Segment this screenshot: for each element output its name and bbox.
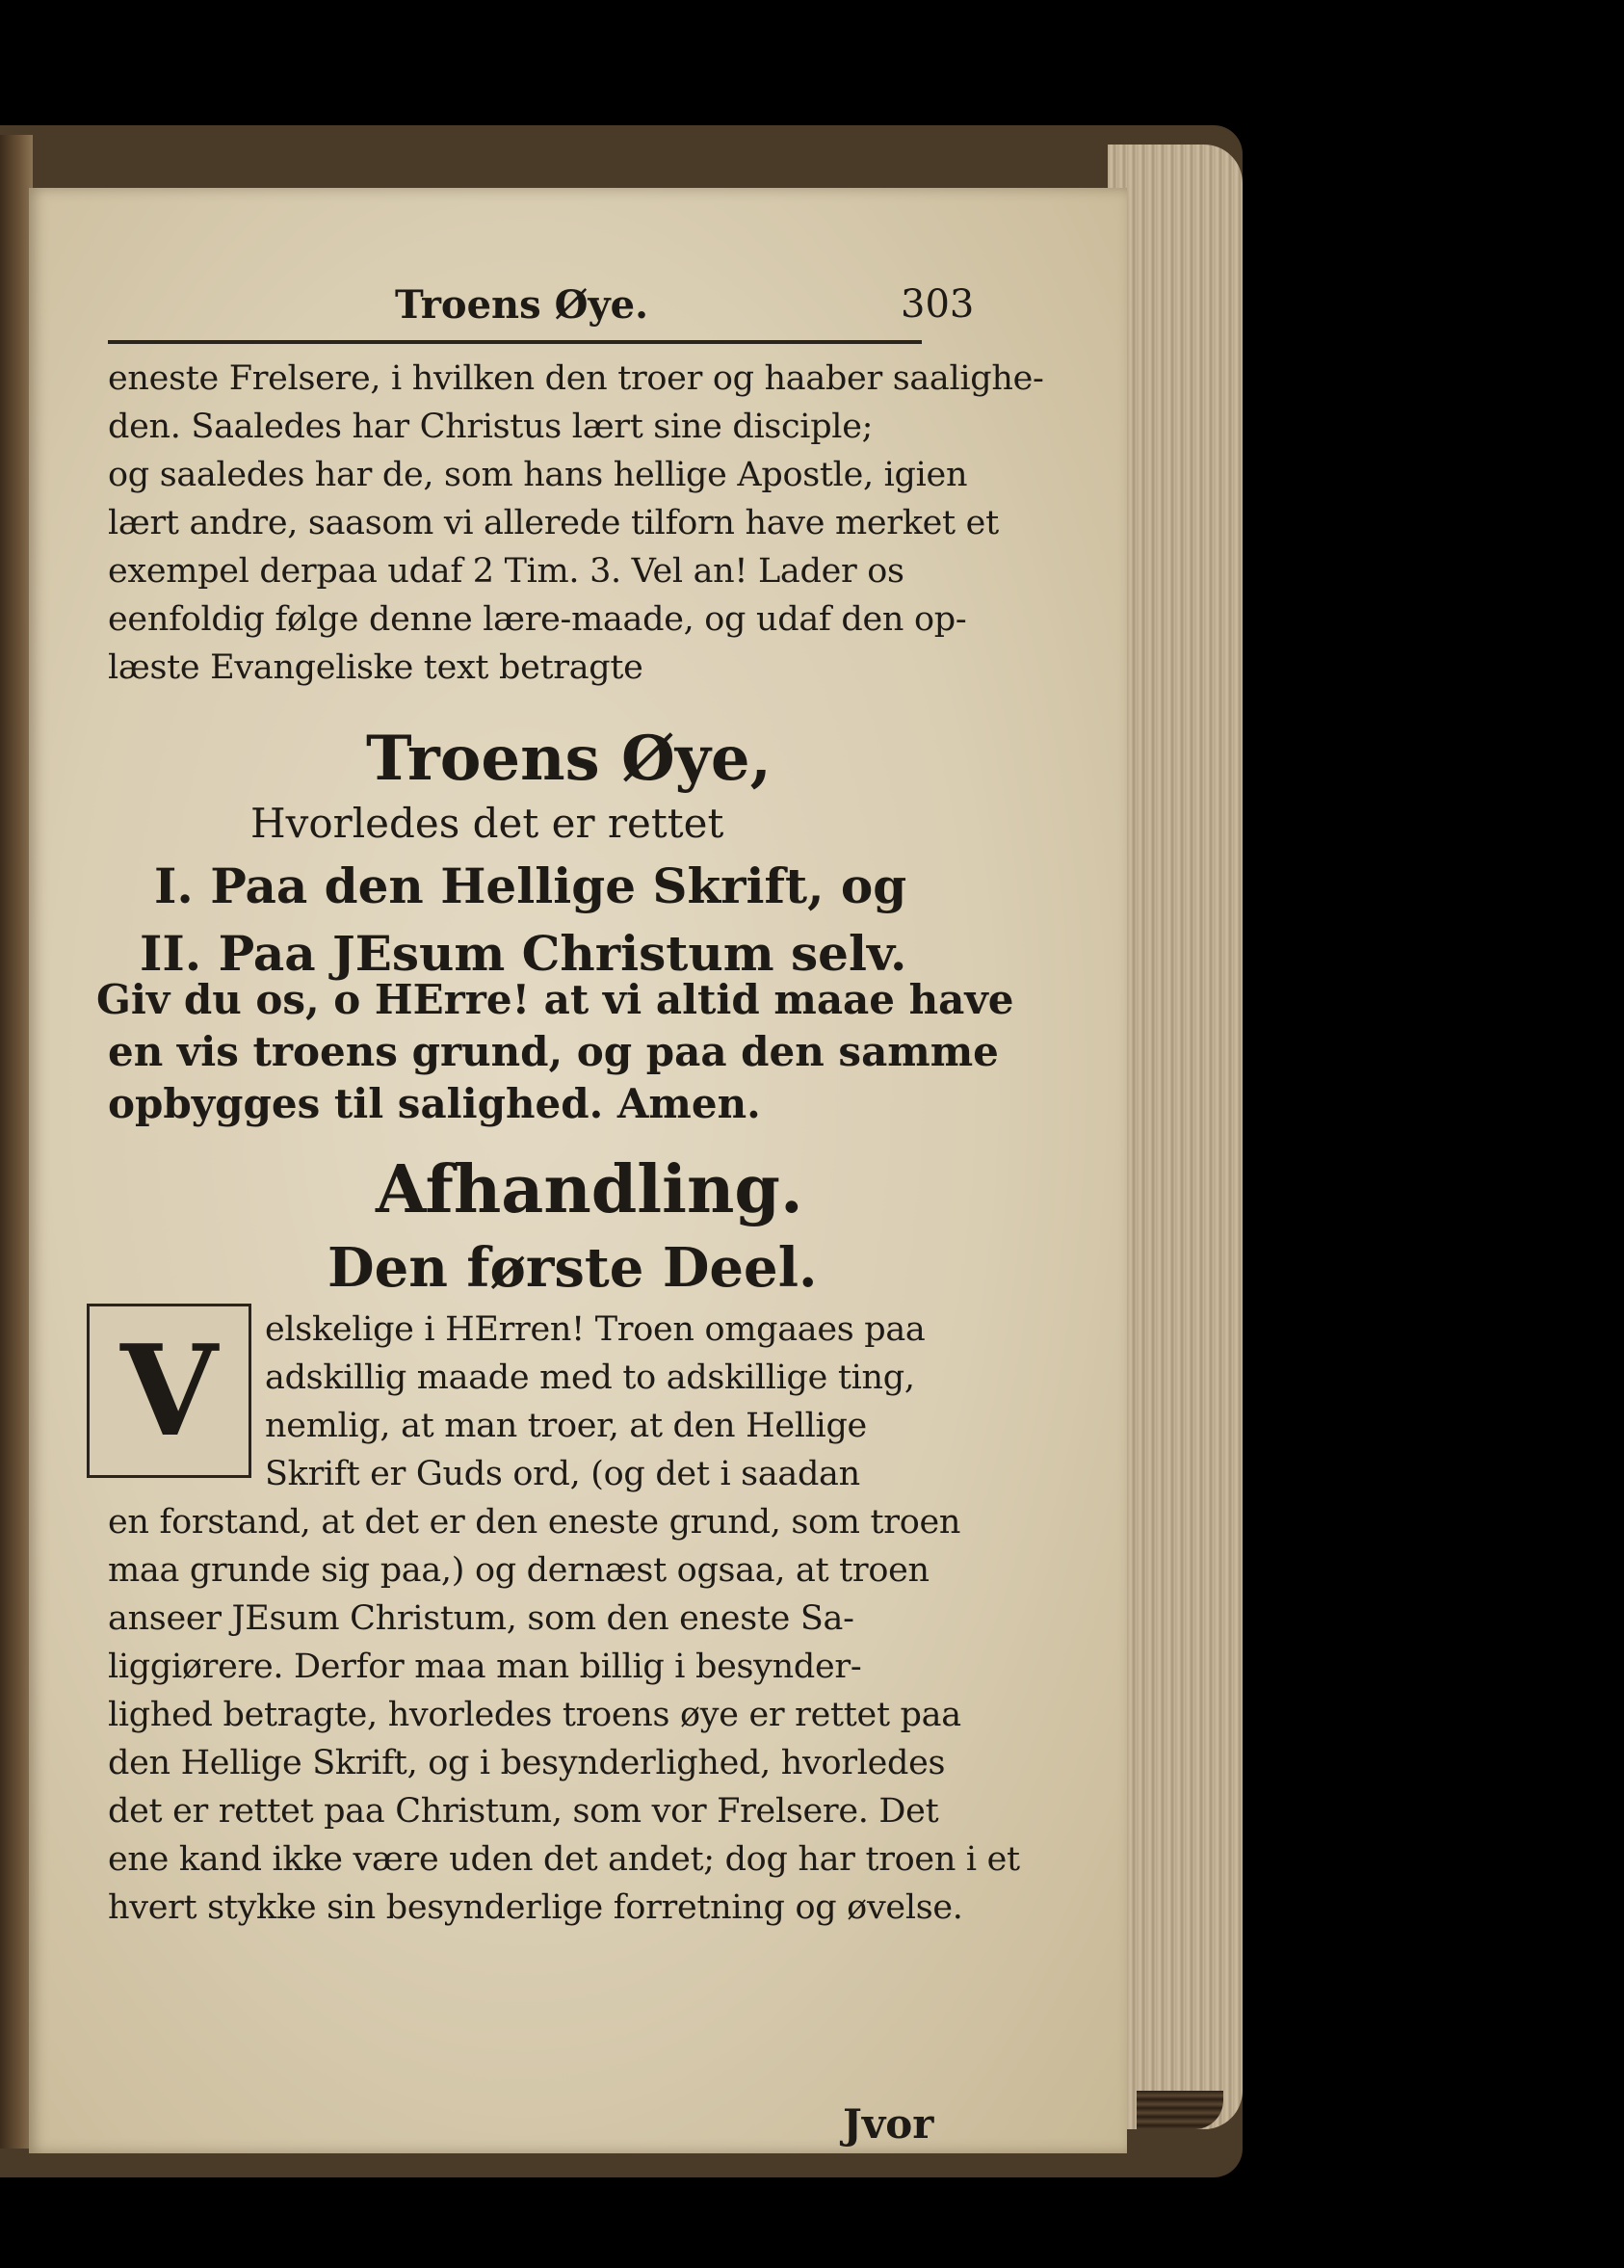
body-line: lært andre, saasom vi allerede tilforn have merket et [108, 504, 999, 542]
body-line: maa grunde sig paa,) og dernæst ogsaa, at troen [108, 1551, 930, 1590]
point-two: II. Paa JEsum Christum selv. [140, 925, 907, 982]
page-stack [1108, 145, 1243, 2129]
body-line: eneste Frelsere, i hvilken den troer og haaber saalighe- [108, 359, 1044, 398]
body-line: exempel derpaa udaf 2 Tim. 3. Vel an! Lader os [108, 552, 904, 591]
left-page-edge [0, 135, 33, 2149]
body-line: Skrift er Guds ord, (og det i saadan [265, 1455, 860, 1493]
body-line: den Hellige Skrift, og i besynderlighed, hvorledes [108, 1744, 946, 1782]
body-line: en forstand, at det er den eneste grund, som troen [108, 1503, 961, 1542]
body-line: og saaledes har de, som hans hellige Apostle, igien [108, 456, 968, 494]
section-title: Troens Øye, [366, 723, 772, 795]
header-rule [108, 340, 922, 344]
body-line: adskillig maade med to adskillige ting, [265, 1358, 915, 1397]
body-line: det er rettet paa Christum, som vor Frelsere. Det [108, 1792, 939, 1831]
body-line: liggiørere. Derfor maa man billig i besynder- [108, 1648, 862, 1686]
body-line: eenfoldig følge denne lære-maade, og udaf den op- [108, 600, 967, 639]
body-line: anseer JEsum Christum, som den eneste Sa- [108, 1599, 854, 1638]
page-stack-bottom [1137, 2091, 1223, 2129]
body-line: læste Evangeliske text betragte [108, 648, 643, 687]
body-line: ene kand ikke være uden det andet; dog har troen i et [108, 1840, 1020, 1879]
running-header: Troens Øye. [395, 282, 649, 328]
section-subtitle: Hvorledes det er rettet [250, 800, 724, 847]
prayer-line: en vis troens grund, og paa den samme [108, 1028, 999, 1075]
catchword: Jvor [843, 2100, 934, 2148]
prayer-line: opbygges til salighed. Amen. [108, 1080, 761, 1127]
page-number: 303 [901, 282, 975, 327]
body-line: elskelige i HErren! Troen omgaaes paa [265, 1310, 926, 1349]
treatise-heading: Afhandling. [376, 1151, 803, 1228]
body-line: nemlig, at man troer, at den Hellige [265, 1407, 867, 1445]
body-line: hvert stykke sin besynderlige forretning og øvelse. [108, 1888, 963, 1927]
prayer-line: Giv du os, o HErre! at vi altid maae have [96, 976, 1014, 1023]
body-line: lighed betragte, hvorledes troens øye er rettet paa [108, 1696, 961, 1734]
book-page [29, 188, 1127, 2153]
part-heading: Den første Deel. [327, 1236, 818, 1300]
point-one: I. Paa den Hellige Skrift, og [154, 857, 907, 914]
decorated-initial: V [87, 1304, 251, 1478]
body-line: den. Saaledes har Christus lært sine disciple; [108, 408, 874, 446]
